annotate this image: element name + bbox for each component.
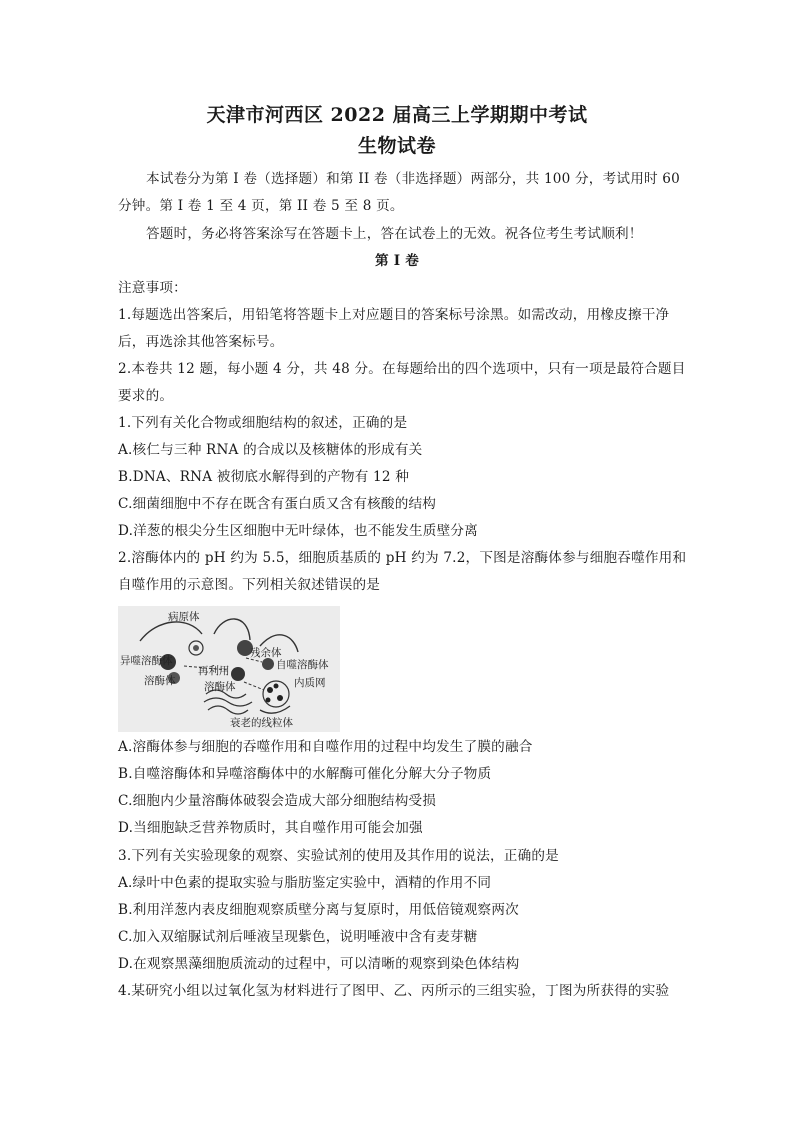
intro-line-2: 分钟。第 I 卷 1 至 4 页，第 II 卷 5 至 8 页。 <box>118 198 404 214</box>
q3-option-b: B.利用洋葱内表皮细胞观察质壁分离与复原时，用低倍镜观察两次 <box>118 902 519 918</box>
q4-stem: 4.某研究小组以过氧化氢为材料进行了图甲、乙、丙所示的三组实验，丁图为所获得的实验 <box>118 983 670 999</box>
q1-option-d: D.洋葱的根尖分生区细胞中无叶绿体，也不能发生质壁分离 <box>118 523 478 539</box>
label-autophagic-lysosome: 自噬溶酶体 <box>276 659 329 671</box>
q3-stem: 3.下列有关实验现象的观察、实验试剂的使用及其作用的说法，正确的是 <box>118 848 559 864</box>
notes-line-3: 2.本卷共 12 题，每小题 4 分，共 48 分。在每题给出的四个选项中，只有一项是最符合题目 <box>118 361 686 377</box>
q1-option-b: B.DNA、RNA 被彻底水解得到的产物有 12 种 <box>118 469 410 485</box>
intro-line-1: 本试卷分为第 I 卷（选择题）和第 II 卷（非选择题）两部分，共 100 分，考试用时 60 <box>146 171 680 187</box>
q1-option-a: A.核仁与三种 RNA 的合成以及核糖体的形成有关 <box>118 442 423 458</box>
label-pathogen: 病原体 <box>168 611 200 623</box>
exam-title: 天津市河西区 2022 届高三上学期期中考试 <box>206 104 588 126</box>
q2-stem-line-1: 2.溶酶体内的 pH 约为 5.5，细胞质基质的 pH 约为 7.2，下图是溶酶体参与细胞吞噬作用和 <box>118 550 687 566</box>
label-reuse: 再利用 <box>198 665 230 677</box>
q3-option-d: D.在观察黑藻细胞质流动的过程中，可以清晰的观察到染色体结构 <box>118 956 520 972</box>
q2-stem-line-2: 自噬作用的示意图。下列相关叙述错误的是 <box>118 577 381 593</box>
label-lysosome-left: 溶酶体 <box>144 675 176 687</box>
exam-subtitle: 生物试卷 <box>357 135 436 157</box>
notes-line-2: 后，再选涂其他答案标号。 <box>118 334 284 350</box>
q3-option-a: A.绿叶中色素的提取实验与脂肪鉴定实验中，酒精的作用不同 <box>118 875 492 891</box>
label-er: 内质网 <box>294 677 326 689</box>
label-aging-mito: 衰老的线粒体 <box>230 717 293 729</box>
q2-option-a: A.溶酶体参与细胞的吞噬作用和自噬作用的过程中均发生了膜的融合 <box>118 739 533 755</box>
q1-stem: 1.下列有关化合物或细胞结构的叙述，正确的是 <box>118 415 408 431</box>
label-heterophagic-lysosome: 异噬溶酶体 <box>120 655 173 667</box>
q3-option-c: C.加入双缩脲试剂后唾液呈现紫色，说明唾液中含有麦芽糖 <box>118 929 478 945</box>
intro-line-3: 答题时，务必将答案涂写在答题卡上，答在试卷上的无效。祝各位考生考试顺利！ <box>146 226 643 242</box>
q2-option-c: C.细胞内少量溶酶体破裂会造成大部分细胞结构受损 <box>118 793 437 809</box>
notes-heading: 注意事项： <box>118 280 187 296</box>
notes-line-4: 要求的。 <box>118 388 174 404</box>
q2-option-b: B.自噬溶酶体和异噬溶酶体中的水解酶可催化分解大分子物质 <box>118 766 492 782</box>
q1-option-c: C.细菌细胞中不存在既含有蛋白质又含有核酸的结构 <box>118 496 437 512</box>
label-lysosome-center: 溶酶体 <box>204 681 236 693</box>
label-residual-body: 残余体 <box>250 647 282 659</box>
section-title: 第 I 卷 <box>374 253 419 269</box>
lysosome-diagram <box>118 606 340 732</box>
notes-line-1: 1.每题选出答案后，用铅笔将答题卡上对应题目的答案标号涂黑。如需改动，用橡皮擦干净 <box>118 307 670 323</box>
q2-option-d: D.当细胞缺乏营养物质时，其自噬作用可能会加强 <box>118 820 423 836</box>
